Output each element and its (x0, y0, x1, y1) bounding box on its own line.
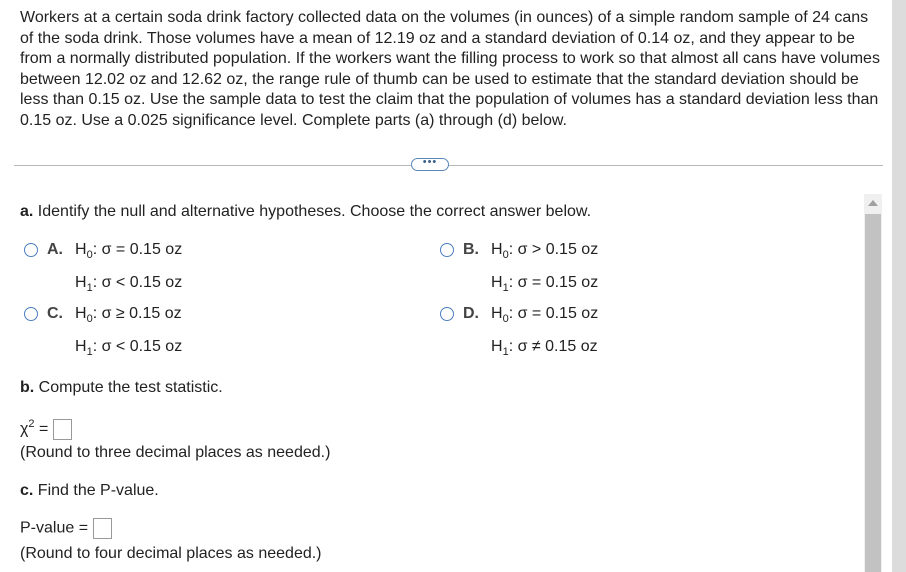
option-c-h1: $H_1$: σ < 0.15 oz (75, 338, 183, 359)
test-statistic-row (20, 418, 72, 440)
part-b-label: b. (20, 379, 35, 396)
part-a-prompt (20, 203, 591, 221)
test-statistic-input[interactable] (53, 419, 72, 440)
option-b-radio[interactable] (440, 243, 454, 257)
option-a[interactable] (24, 241, 182, 302)
equals-sign: = (38, 420, 49, 438)
option-d-letter: D. (463, 305, 479, 322)
option-b[interactable] (440, 241, 598, 302)
part-c-prompt (20, 482, 159, 500)
part-b-text: Compute the test statistic. (38, 379, 223, 396)
option-c[interactable] (24, 305, 182, 366)
option-a-radio[interactable] (24, 243, 38, 257)
chi-square-exponent: 2 (28, 418, 35, 430)
option-d[interactable] (440, 305, 598, 366)
problem-statement: Workers at a certain soda drink factory collected data on the volumes (in ounces) of a simple random sample of 24 cans of the soda drink. Those volumes have a mean of 12.19 oz and a standard deviation of 0.14 oz, and they appear to be from a normally distributed population. If the workers want the filling process to work so that almost all cans have volumes between 12.02 oz and 12.62 oz, the range rule of thumb can be used to estimate that the standard deviation should be less than 0.15 oz. Use the sample data to test the claim that the population of volumes has a standard deviation less than 0.15 oz. Use a 0.025 significance level. Complete parts (a) through (d) below. (20, 9, 880, 129)
option-a-h0: $H_0$: σ = 0.15 oz (75, 241, 183, 262)
window-edge (892, 0, 906, 572)
part-c-text: Find the P-value. (37, 482, 159, 499)
part-c-label: c. (20, 482, 34, 499)
option-a-h1: $H_1$: σ < 0.15 oz (75, 274, 183, 295)
option-a-letter: A. (47, 241, 63, 258)
pvalue-row (20, 518, 112, 539)
part-a-label: a. (20, 203, 34, 220)
pvalue-label: P-value = (20, 519, 89, 537)
option-b-h1: $H_1$: σ = 0.15 oz (491, 274, 599, 295)
scroll-thumb[interactable] (865, 214, 881, 572)
part-a-text: Identify the null and alternative hypotheses. Choose the correct answer below. (37, 203, 592, 220)
scroll-up-arrow-icon[interactable] (868, 200, 878, 206)
option-b-h0: $H_0$: σ > 0.15 oz (491, 241, 599, 262)
part-c-rounding-note: (Round to four decimal places as needed.) (20, 545, 322, 562)
vertical-scrollbar[interactable] (864, 194, 882, 572)
option-d-h0: $H_0$: σ = 0.15 oz (491, 305, 599, 326)
part-b-rounding-note: (Round to three decimal places as needed.) (20, 444, 331, 461)
expand-more-button[interactable]: ••• (411, 158, 449, 171)
option-c-radio[interactable] (24, 307, 38, 321)
option-d-h1: $H_1$: σ ≠ 0.15 oz (491, 338, 598, 359)
part-b-prompt (20, 379, 223, 397)
chi-square-symbol: χ (20, 420, 29, 438)
option-b-letter: B. (463, 241, 479, 258)
option-d-radio[interactable] (440, 307, 454, 321)
option-c-letter: C. (47, 305, 63, 322)
pvalue-input[interactable] (93, 518, 112, 539)
option-c-h0: $H_0$: σ ≥ 0.15 oz (75, 305, 182, 326)
